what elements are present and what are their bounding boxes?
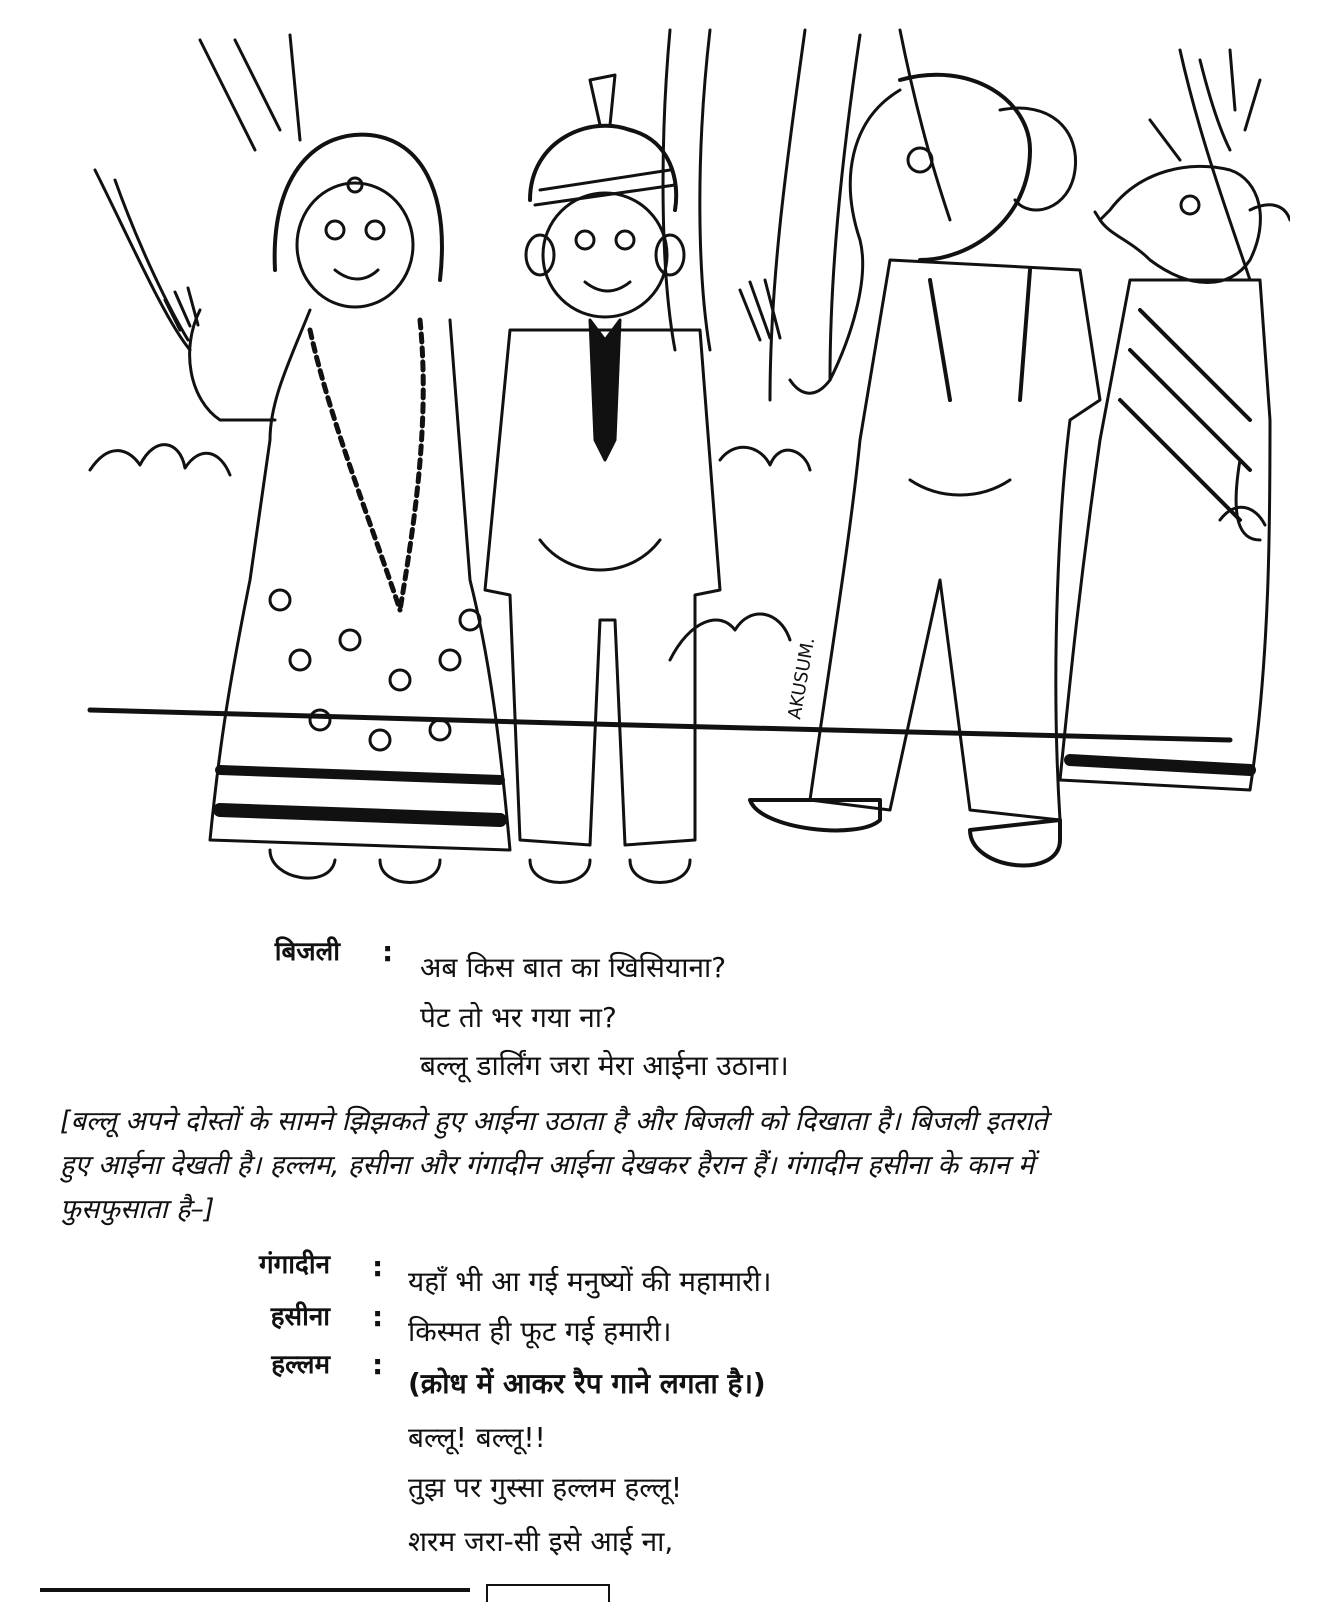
dialogue-line: अब किस बात का खिसियाना? (420, 951, 727, 984)
dialogue-line: पेट तो भर गया ना? (420, 1001, 617, 1034)
speaker-hallam: हल्लम (271, 1350, 330, 1380)
dialogue-colon: : (372, 1250, 384, 1283)
stage-direction-line: [बल्लू अपने दोस्तों के सामने झिझकते हुए आईना उठाता है और बिजली को दिखाता है। बिजली इतराते (60, 1106, 1048, 1137)
stage-direction-line: हुए आईना देखती है। हल्लम, हसीना और गंगादीन आईना देखकर हैरान हैं। गंगादीन हसीना के कान में (60, 1150, 1035, 1181)
page-bottom-box (486, 1584, 610, 1602)
dialogue-line: यहाँ भी आ गई मनुष्यों की महामारी। (408, 1265, 772, 1298)
rap-line: बल्लू! बल्लू!! (408, 1421, 546, 1454)
dialogue-colon: : (372, 1348, 384, 1381)
speaker-bijli: बिजली (274, 937, 340, 967)
stage-direction-inline: (क्रोध में आकर रैप गाने लगता है।) (408, 1367, 766, 1400)
speaker-haseena: हसीना (270, 1302, 330, 1332)
groom-monkey-figure (485, 75, 720, 883)
deer-figure (1060, 50, 1290, 790)
bride-monkey-figure (165, 135, 510, 883)
page-bottom-rule (40, 1588, 470, 1592)
speaker-gangadeen: गंगादीन (259, 1250, 330, 1280)
dialogue-line: बल्लू डार्लिंग जरा मेरा आईना उठाना। (420, 1049, 789, 1082)
artist-signature: AKUSUM. (784, 635, 820, 721)
rap-line: तुझ पर गुस्सा हल्लम हल्लू! (408, 1471, 683, 1504)
stage-direction (60, 1100, 1300, 1232)
story-illustration (70, 20, 1290, 910)
elephant-figure (740, 75, 1100, 866)
dialogue-colon: : (382, 935, 394, 968)
dialogue-colon: : (372, 1300, 384, 1333)
dialogue-line: किस्मत ही फूट गई हमारी। (408, 1315, 672, 1348)
rap-line: शरम जरा-सी इसे आई ना, (408, 1525, 674, 1558)
stage-direction-line: फुसफुसाता है–] (60, 1194, 215, 1225)
